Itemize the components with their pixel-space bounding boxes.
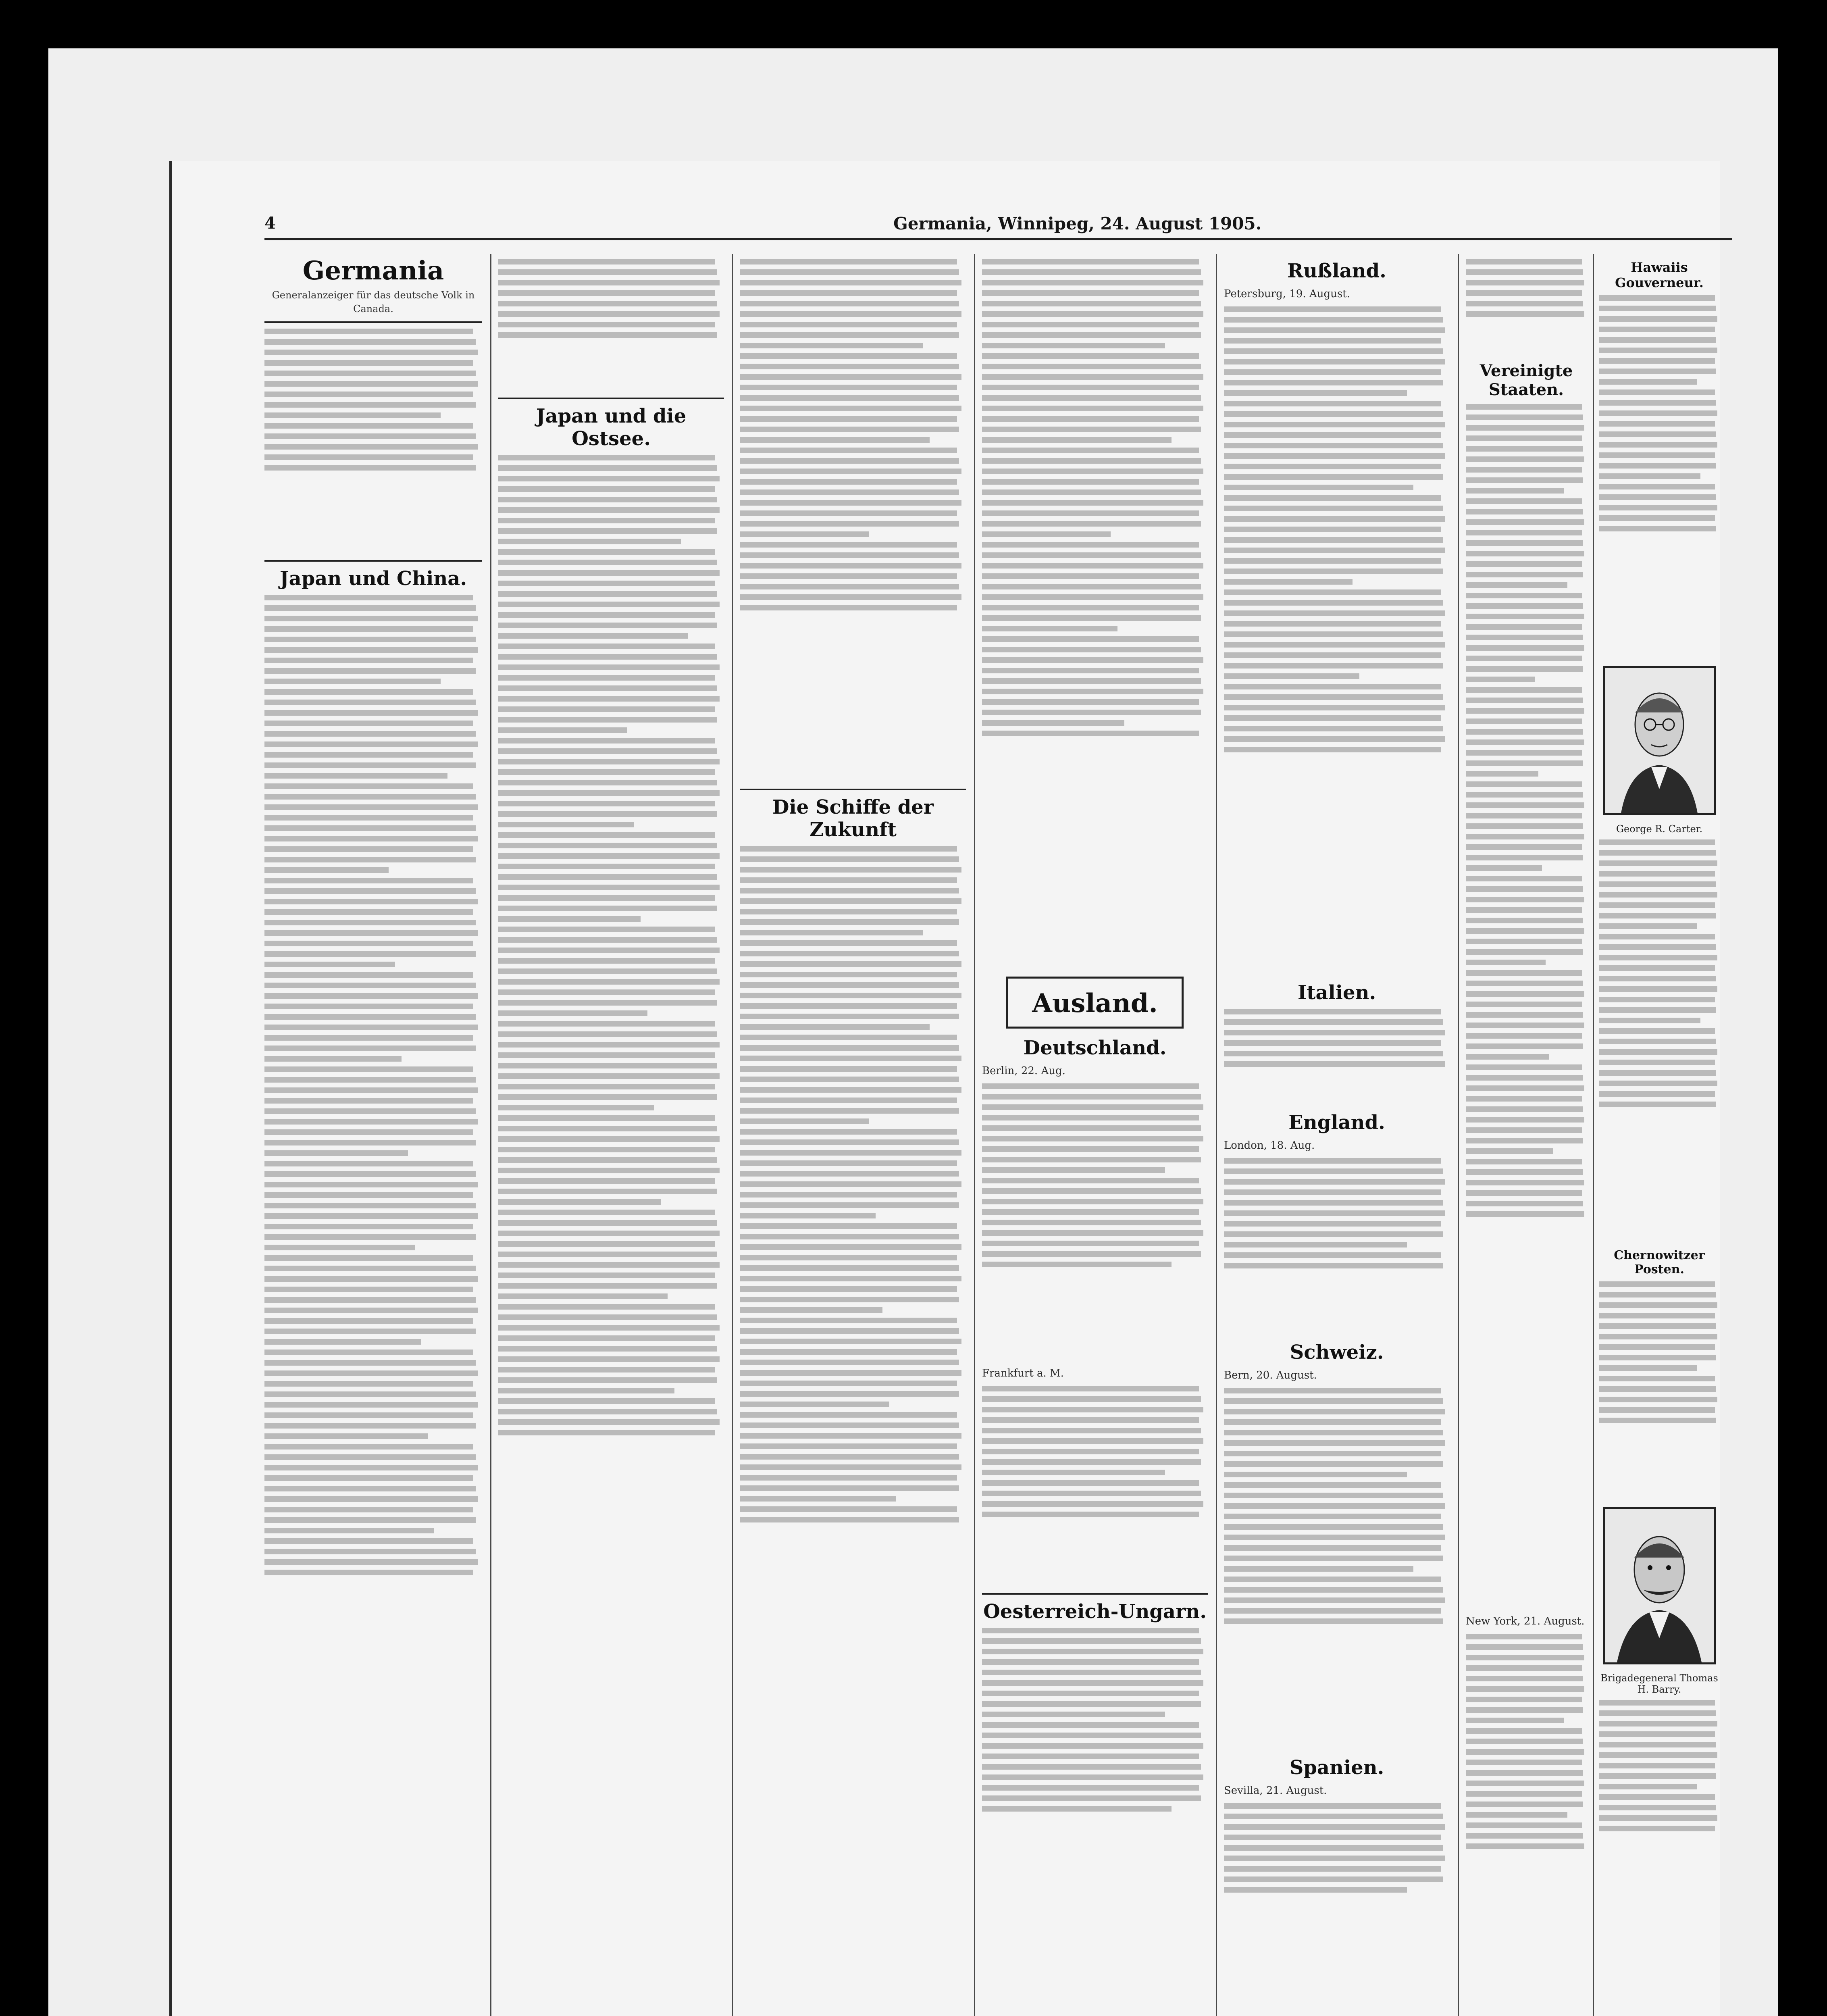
dateline-frankfurt: Frankfurt a. M. [982, 1367, 1064, 1379]
article-spanien [1224, 1803, 1450, 1948]
article-newyork [1466, 1634, 1587, 1956]
heading-deutschland: Deutschland. [1023, 1037, 1167, 1059]
heading-england: England. [1288, 1111, 1385, 1134]
article-russland [1224, 306, 1450, 976]
column-5 [1224, 254, 1450, 2016]
heading-oesterreich: Oesterreich-Ungarn. [983, 1600, 1207, 1623]
article-italien [1224, 1009, 1450, 1106]
article-england [1224, 1158, 1450, 1335]
column-2 [498, 254, 724, 2016]
masthead-subtitle: Generalanzeiger für das deutsche Volk in Canada. [272, 289, 475, 314]
portrait-carter-image [1605, 668, 1714, 813]
article-continued [740, 259, 966, 783]
ausland-box [1006, 977, 1184, 1029]
portrait-barry-image [1605, 1509, 1714, 1662]
article-continued [1466, 259, 1587, 356]
column-divider [1593, 254, 1594, 2016]
dateline-petersburg: Petersburg, 19. August. [1224, 288, 1350, 300]
article-vereinigte-staaten [1466, 404, 1587, 1614]
article-deutschland [982, 1083, 1208, 1366]
dateline-berlin: Berlin, 22. Aug. [982, 1065, 1065, 1077]
column-6 [1466, 254, 1587, 2016]
article-chernowitzer [1599, 1281, 1720, 1499]
dateline-newyork: New York, 21. August. [1466, 1615, 1585, 1627]
dateline-london: London, 18. Aug. [1224, 1139, 1315, 1152]
page-header [264, 214, 1732, 240]
article-japan-ostsee [498, 455, 724, 1906]
masthead-text [264, 329, 482, 554]
article-schiffe [740, 846, 966, 1854]
column-4 [982, 254, 1208, 2016]
heading-japan-ostsee: Japan und die Ostsee. [536, 405, 687, 450]
section-rule [982, 1593, 1208, 1595]
heading-vereinigte-staaten: Vereinigte Staaten. [1479, 361, 1573, 399]
newspaper-page [169, 161, 1720, 2016]
article-oesterreich [982, 1628, 1208, 1910]
heading-schiffe: Die Schiffe der Zukunft [772, 796, 934, 841]
portrait-barry [1603, 1507, 1716, 1664]
article-continued [982, 259, 1208, 968]
caption-barry: Brigadegeneral Thomas H. Barry. [1600, 1672, 1718, 1695]
heading-spanien: Spanien. [1289, 1756, 1384, 1779]
article-hawaiis [1599, 295, 1720, 658]
heading-hawaiis: Hawaiis Gouverneur. [1615, 260, 1704, 290]
column-divider [974, 254, 975, 2016]
heading-chernowitzer: Chernowitzer Posten. [1614, 1248, 1705, 1277]
column-divider [1458, 254, 1459, 2016]
dateline-bern: Bern, 20. August. [1224, 1369, 1317, 1381]
portrait-carter [1603, 666, 1716, 815]
heading-schweiz: Schweiz. [1290, 1341, 1384, 1364]
section-rule [498, 398, 724, 399]
article-frankfurt [982, 1386, 1208, 1587]
heading-japan-china: Japan und China. [279, 567, 467, 590]
section-rule [264, 560, 482, 562]
column-1 [264, 254, 482, 2016]
article-barry [1599, 1700, 1720, 1901]
column-divider [1216, 254, 1217, 2016]
column-divider [732, 254, 733, 2016]
column-3 [740, 254, 966, 2016]
dateline-sevilla: Sevilla, 21. August. [1224, 1785, 1327, 1797]
masthead-rule [264, 321, 482, 323]
column-divider [490, 254, 491, 2016]
heading-ausland: Ausland. [1032, 988, 1158, 1018]
column-7 [1599, 254, 1720, 2016]
page-number: 4 [264, 214, 276, 233]
caption-carter: George R. Carter. [1616, 823, 1703, 835]
article-schweiz [1224, 1388, 1450, 1751]
heading-russland: Rußland. [1287, 260, 1386, 282]
running-title: Germania, Winnipeg, 24. August 1905. [893, 214, 1262, 233]
masthead-title: Germania [302, 256, 444, 286]
heading-italien: Italien. [1297, 981, 1376, 1004]
article-continued [498, 259, 724, 392]
article-japan-china [264, 595, 482, 2016]
section-rule [740, 789, 966, 790]
article-carter [1599, 839, 1720, 1243]
